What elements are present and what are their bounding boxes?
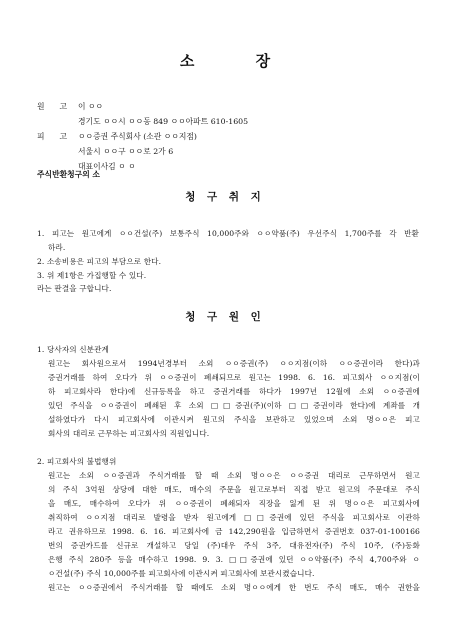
cause-s1-line: 원고는 회사원으로서 1994년경부터 소외 ㅇㅇ증권(주) ㅇㅇ지점(이하 ㅇㅇ증권이라 한다)과 <box>48 359 420 368</box>
cause-s1-line: 증권거래를 하여 오다가 위 ㅇㅇ증권이 폐쇄되므로 원고는 1998. 6. 16. 피고회사 ㅇㅇ지점(이 <box>48 373 420 382</box>
defendant-representative: 대표이사김 ㅇ ㅇ <box>78 162 136 171</box>
document-title: 소 장 <box>179 52 299 70</box>
case-subject: 주식반환청구의 소 <box>37 170 100 179</box>
claim-heading: 청 구 취 지 <box>185 191 265 203</box>
cause-s2-line: 의 주식 3억원 상당에 대한 매도, 매수의 주문을 원고로부터 직접 받고 원고의 주문대로 주식 <box>48 485 420 494</box>
claim-item-2: 2. 소송비용은 피고의 부담으로 한다. <box>37 257 162 266</box>
plaintiff-role: 원고 <box>37 102 83 111</box>
claim-item-1-cont: 하라. <box>48 243 66 252</box>
cause-s1-line: 있던 주식을 ㅇㅇ증권이 폐쇄된 후 소외 □□증권(주)(이하 □□증권이라 한다)에 계좌를 개 <box>48 401 420 410</box>
defendant-address: 서울시 ㅇㅇ구 ㅇㅇ로 2가 6 <box>78 147 174 156</box>
cause-s2-line: ㅇ건설(주) 주식 10,000주를 피고회사에 이관시켜 피고회사에 보관시켰습니다. <box>48 569 315 578</box>
cause-s2-line: 번의 증권카드를 신규로 개설하고 당일 (주)대우 주식 3주, 대유전자(주) 주식 10주, (주)동화 <box>48 541 420 550</box>
cause-s1-line: 하 피고회사라 한다)에 신규등록을 하고 증권거래를 하다가 1997년 12월에 소외 ㅇㅇ증권에 <box>48 387 420 396</box>
plaintiff-address: 경기도 ㅇㅇ시 ㅇㅇ동 849 ㅇㅇ아파트 610-1605 <box>78 117 249 126</box>
cause-s2-line: 원고는 ㅇㅇ증권에서 주식거래를 할 때에도 소외 명ㅇㅇ에게 한 번도 주식 매도, 매수 권한을 <box>48 583 420 592</box>
cause-s2-line: 취직하여 ㅇㅇ지점 대리로 발령을 받자 원고에게 □□증권에 있던 주식을 피고회사로 이관하 <box>48 513 420 522</box>
cause-s2-line: 을 매도, 매수하여 오다가 위 ㅇㅇ증권이 폐쇄되자 직장을 잃게 된 위 명ㅇㅇ은 피고회사에 <box>48 499 420 508</box>
claim-item-3: 3. 위 제1항은 가집행할 수 있다. <box>37 271 147 280</box>
claim-item-1: 1. 피고는 원고에게 ㅇㅇ건설(주) 보통주식 10,000주와 ㅇㅇ약품(주) 우선주식 1,700주를 각 반환 <box>37 229 419 238</box>
claim-closing: 라는 판결을 구합니다. <box>37 284 112 293</box>
cause-s2-line: 은행 주식 280주 등을 매수하고 1998. 9. 3. □□증권에 있던 ㅇㅇ약품(주) 주식 4,700주와 ㅇ <box>48 555 420 564</box>
defendant-name: ㅇㅇ증권 주식회사 (소관 ㅇㅇ지점) <box>78 132 197 141</box>
defendant-role: 피고 <box>37 132 83 141</box>
cause-heading: 청 구 원 인 <box>185 311 265 323</box>
cause-s1-line: 설하였다가 다시 피고회사에 이관시켜 원고의 주식을 보관하고 있었으며 소외 명ㅇㅇ은 피고 <box>48 415 420 424</box>
cause-section-2-title: 2. 피고회사의 불법행위 <box>37 457 117 466</box>
cause-s2-line: 원고는 소외 ㅇㅇ증권과 주식거래를 할 때 소외 명ㅇㅇ은 ㅇㅇ증권 대리로 근무하면서 원고 <box>48 471 420 480</box>
cause-s2-line: 라고 권유하므로 1998. 6. 16. 피고회사에 금 142,290원을 입금하면서 증권번호 037-01-100166 <box>48 527 420 536</box>
plaintiff-name: 이 ㅇㅇ <box>78 102 104 111</box>
cause-section-1-title: 1. 당사자의 신분관계 <box>37 345 109 354</box>
cause-s1-line: 회사의 대리로 근무하는 피고회사의 직원입니다. <box>48 429 210 438</box>
